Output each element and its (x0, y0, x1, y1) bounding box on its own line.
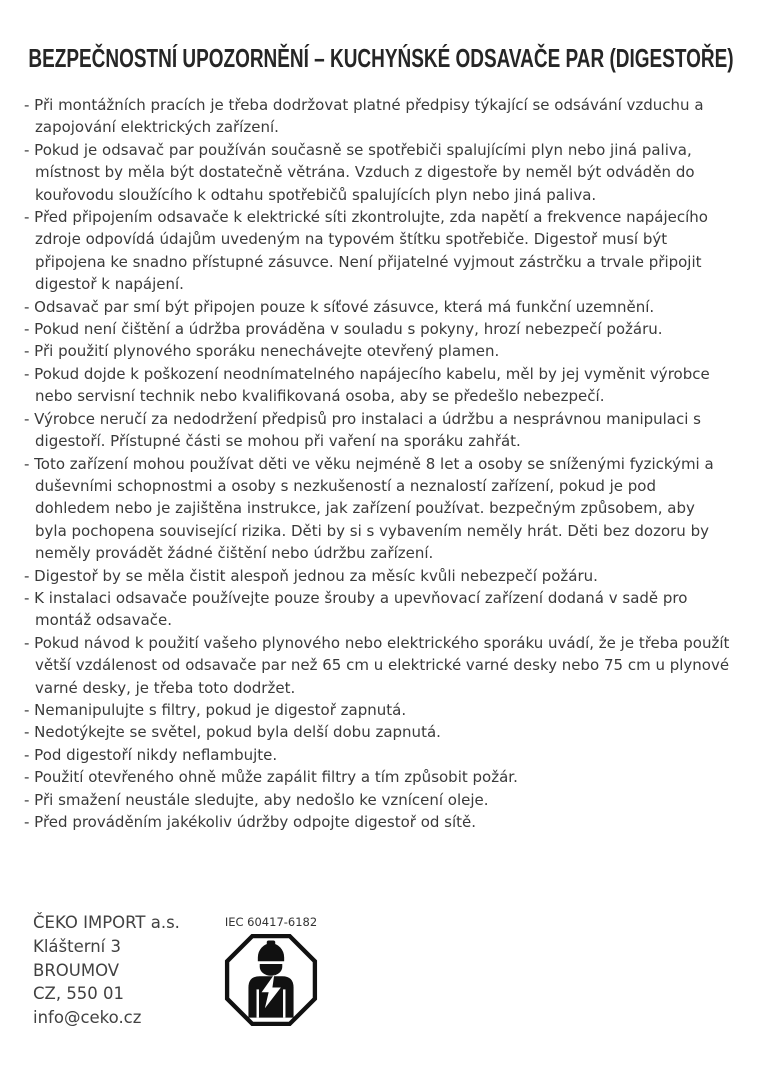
safety-warning-item: - Před prováděním jakékoliv údržby odpojte digestoř od sítě. (24, 813, 477, 831)
safety-warning-list (24, 94, 730, 833)
iec-standard-label: IEC 60417-6182 (224, 915, 318, 929)
page-title-text: BEZPEČNOSTNÍ UPOZORNĚNÍ – KUCHYŃSKÉ ODSAVAČE PAR (DIGESTOŘE) (28, 43, 734, 73)
safety-warning-item: - Pokud dojde k poškození neodnímatelného napájecího kabelu, měl by jej vyměnit výrobce nebo servisní technik nebo kvalifikovaná osoba, aby se předešlo nebezpečí. (24, 364, 710, 406)
service-person-icon (224, 933, 318, 1027)
safety-warning-item: - Pokud návod k použití vašeho plynového nebo elektrického sporáku uvádí, že je třeba použít větší vzdálenost od odsavače par než 65 cm u elektrické varné desky nebo 75 cm u plynové varné desky, je třeba toto dodržet. (24, 633, 730, 697)
safety-warning-item: - Pokud není čištění a údržba prováděna v souladu s pokyny, hrozí nebezpečí požáru. (24, 320, 663, 339)
safety-warning-item: - Odsavač par smí být připojen pouze k síťové zásuvce, která má funkční uzemnění. (24, 297, 655, 316)
right-arm-slit (283, 989, 285, 1017)
company-email: info@ceko.cz (33, 1008, 142, 1028)
safety-warning-item: - Použití otevřeného ohně může zapálit filtry a tím způsobit požár. (24, 768, 518, 787)
company-city: BROUMOV (33, 960, 120, 980)
safety-warning-item: - Toto zařízení mohou používat děti ve věku nejméně 8 let a osoby se sníženými fyzickými a duševními schopnostmi a osoby s nezkušeností a neznalostí zařízení, pokud je pod dohledem nebo je zajištěna instrukce, jak zařízení používat. bezpečným způsobem, aby byla pochopena související rizika. Děti by si s vybavením neměly hrát. Děti bez dozoru by neměly provádět žádné čištění nebo údržbu zařízení. (24, 454, 714, 563)
safety-warning-item: - Pod digestoří nikdy neflambujte. (24, 745, 278, 764)
safety-warning-item: - Před připojením odsavače k elektrické síti zkontrolujte, zda napětí a frekvence napájecího zdroje odpovídá údajům uvedeným na typovém štítku spotřebiče. Digestoř musí být připojena ke snadno přístupné zásuvce. Není přijatelné vyjmout zástrčku a trvale připojit digestoř k napájení. (24, 208, 708, 294)
safety-warning-item: - Při smažení neustále sledujte, aby nedošlo ke vznícení oleje. (24, 790, 489, 809)
safety-warning-item: - Nedotýkejte se světel, pokud byla delší dobu zapnutá. (24, 723, 441, 742)
company-info-block (33, 911, 180, 1030)
company-street: Klášterní 3 (33, 936, 122, 956)
iec-certification-block (222, 915, 320, 1027)
safety-warning-item: - Při použití plynového sporáku nenechávejte otevřený plamen. (24, 342, 500, 361)
safety-warning-item: - Nemanipulujte s filtry, pokud je digestoř zapnutá. (24, 700, 407, 719)
safety-warning-item: - Výrobce neručí za nedodržení předpisů pro instalaci a údržbu a nesprávnou manipulaci s digestoří. Přístupné části se mohou při vaření na sporáku zahřát. (24, 409, 701, 451)
safety-warning-item: - K instalaci odsavače používejte pouze šrouby a upevňovací zařízení dodaná v sadě pro montáž odsavače. (24, 588, 688, 630)
page-title (0, 42, 762, 74)
company-name: ČEKO IMPORT a.s. (33, 913, 180, 932)
company-postal-code: CZ, 550 01 (33, 984, 125, 1004)
hard-hat-nub (267, 941, 275, 947)
safety-warning-item: - Digestoř by se měla čistit alespoň jednou za měsíc kvůli nebezpečí požáru. (24, 566, 598, 585)
safety-warning-item: - Pokud je odsavač par používán současně se spotřebiči spalujícími plyn nebo jiná paliva, místnost by měla být dostatečně větrána. Vzduch z digestoře by neměl být odváděn do kouřovodu sloužícího k odtahu spotřebičů spalujících plyn nebo jiná paliva. (24, 140, 695, 204)
safety-warning-item: - Při montážních pracích je třeba dodržovat platné předpisy týkající se odsávání vzduchu a zapojování elektrických zařízení. (24, 96, 704, 137)
left-arm-slit (257, 989, 259, 1017)
